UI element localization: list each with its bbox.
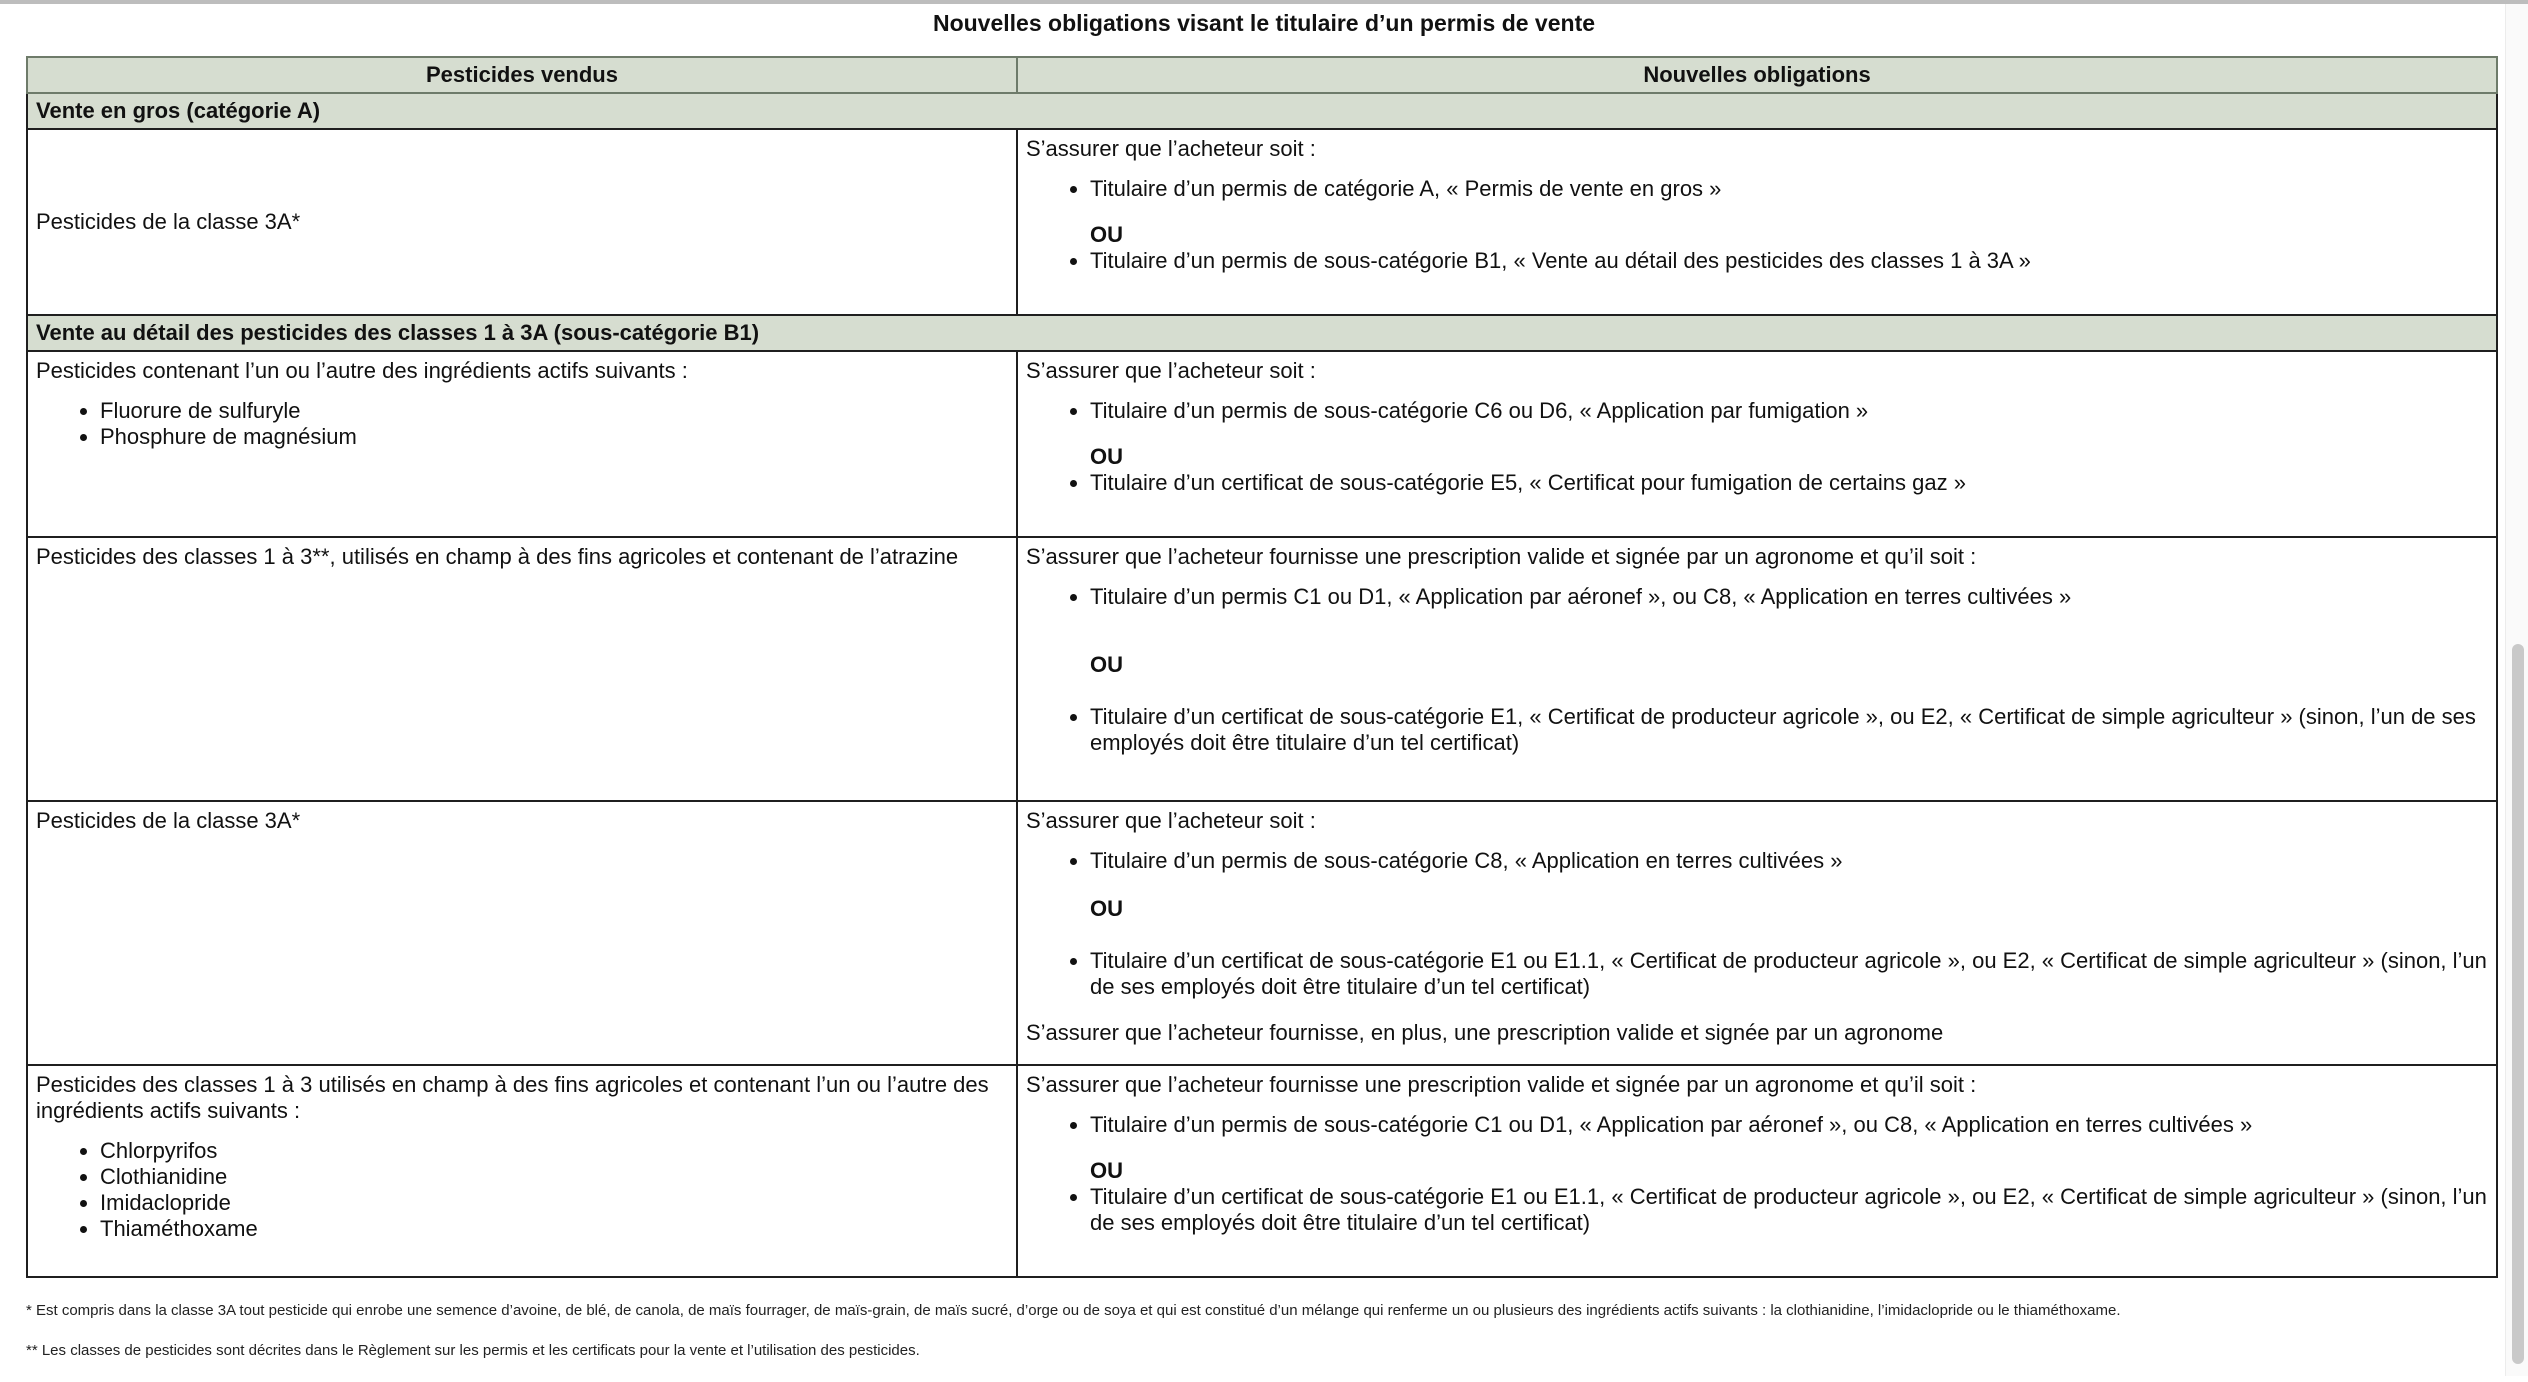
obligation-list [1026, 704, 2488, 756]
table-header-row [27, 57, 2497, 93]
ingredient-list [36, 398, 1008, 450]
list-item: • Titulaire d’un permis de sous-catégorie C6 ou D6, « Application par fumigation » [1090, 398, 2488, 424]
ingredient-list [36, 1138, 1008, 1242]
page-title: Nouvelles obligations visant le titulaire d’un permis de vente [932, 10, 1596, 36]
list-item: • Titulaire d’un permis de sous-catégorie B1, « Vente au détail des pesticides des classes 1 à 3A » [1090, 248, 2488, 274]
obligations-table [26, 56, 2498, 1278]
list-item: • Titulaire d’un certificat de sous-catégorie E1 ou E1.1, « Certificat de producteur agricole », ou E2, « Certificat de simple agriculteur » (sinon, l’un de ses employés doit être titulaire d’un tel certificat) [1090, 1184, 2488, 1236]
list-item: • Titulaire d’un certificat de sous-catégorie E1 ou E1.1, « Certificat de producteur agricole », ou E2, « Certificat de simple agriculteur » (sinon, l’un de ses employés doit être titulaire d’un tel certificat) [1090, 948, 2488, 1000]
pesticide-cell: Pesticides des classes 1 à 3**, utilisés en champ à des fins agricoles et contenant de l’atrazine [27, 537, 1017, 801]
pesticide-cell [27, 351, 1017, 537]
table-row [27, 129, 2497, 315]
section-row-vente-en-gros [27, 93, 2497, 129]
header-nouvelles-obligations: Nouvelles obligations [1017, 57, 2497, 93]
footnote: ** Les classes de pesticides sont décrites dans le Règlement sur les permis et les certificats pour la vente et l’utilisation des pesticides. [26, 1342, 920, 1359]
obligation-cell [1017, 1065, 2497, 1277]
list-item: • Titulaire d’un permis de catégorie A, « Permis de vente en gros » [1090, 176, 2488, 202]
obligation-list [1026, 176, 2488, 202]
table-row [27, 537, 2497, 801]
obligation-list [1026, 1112, 2488, 1138]
pesticide-cell [27, 1065, 1017, 1277]
list-item: • Titulaire d’un permis C1 ou D1, « Application par aéronef », ou C8, « Application en terres cultivées » [1090, 584, 2488, 610]
list-item: • Titulaire d’un certificat de sous-catégorie E5, « Certificat pour fumigation de certains gaz » [1090, 470, 2488, 496]
header-pesticides-vendus: Pesticides vendus [27, 57, 1017, 93]
section-title: Vente au détail des pesticides des classes 1 à 3A (sous-catégorie B1) [27, 315, 2497, 351]
pesticide-label: Pesticides contenant l’un ou l’autre des ingrédients actifs suivants : [36, 358, 688, 383]
section-title: Vente en gros (catégorie A) [27, 93, 2497, 129]
ou-label: OU [1090, 896, 1123, 921]
obligation-cell [1017, 801, 2497, 1065]
footnote: * Est compris dans la classe 3A tout pesticide qui enrobe une semence d’avoine, de blé, de canola, de maïs fourrager, de maïs-grain, de maïs sucré, d’orge ou de soya et qui est constitué d’un mélange qui renferme un ou plusieurs des ingrédients actifs suivants : la clothianidine, l’imidaclopride ou le thiaméthoxame. [26, 1302, 2121, 1319]
table-row [27, 801, 2497, 1065]
ou-label: OU [1090, 1158, 1123, 1183]
pesticide-cell: Pesticides de la classe 3A* [27, 129, 1017, 315]
list-item: • Fluorure de sulfuryle [100, 398, 1008, 424]
obligation-list [1026, 948, 2488, 1000]
obligation-cell [1017, 129, 2497, 315]
obligation-list [1026, 584, 2488, 610]
table-row [27, 351, 2497, 537]
obligations-table-container [26, 56, 2498, 1278]
obligation-intro: S’assurer que l’acheteur soit : [1026, 136, 1316, 161]
list-item: • Titulaire d’un permis de sous-catégorie C8, « Application en terres cultivées » [1090, 848, 2488, 874]
obligation-list [1026, 1184, 2488, 1236]
footnotes [26, 1302, 2498, 1382]
obligation-intro: S’assurer que l’acheteur soit : [1026, 808, 1316, 833]
ou-label: OU [1090, 652, 1123, 677]
table-row [27, 1065, 2497, 1277]
list-item: • Chlorpyrifos [100, 1138, 1008, 1164]
list-item: • Thiaméthoxame [100, 1216, 1008, 1242]
ou-label: OU [1090, 444, 1123, 469]
scrollbar-track[interactable] [2505, 4, 2528, 1376]
obligation-list [1026, 398, 2488, 424]
list-item: • Clothianidine [100, 1164, 1008, 1190]
list-item: • Titulaire d’un permis de sous-catégorie C1 ou D1, « Application par aéronef », ou C8, « Application en terres cultivées » [1090, 1112, 2488, 1138]
obligation-cell [1017, 537, 2497, 801]
obligation-note: S’assurer que l’acheteur fournisse, en plus, une prescription valide et signée par un agronome [1026, 1020, 1944, 1045]
obligation-list [1026, 848, 2488, 874]
obligation-intro: S’assurer que l’acheteur fournisse une prescription valide et signée par un agronome et qu’il soit : [1026, 544, 1977, 569]
list-item: • Imidaclopride [100, 1190, 1008, 1216]
obligation-list [1026, 470, 2488, 496]
section-row-vente-au-detail [27, 315, 2497, 351]
obligation-cell [1017, 351, 2497, 537]
list-item: • Titulaire d’un certificat de sous-catégorie E1, « Certificat de producteur agricole », ou E2, « Certificat de simple agriculteur » (sinon, l’un de ses employés doit être titulaire d’un tel certificat) [1090, 704, 2488, 756]
pesticide-label: Pesticides des classes 1 à 3 utilisés en champ à des fins agricoles et contenant l’un ou l’autre des ingrédients actifs suivants : [36, 1072, 989, 1123]
obligation-intro: S’assurer que l’acheteur soit : [1026, 358, 1316, 383]
scrollbar-thumb[interactable] [2512, 644, 2524, 1364]
pesticide-cell: Pesticides de la classe 3A* [27, 801, 1017, 1065]
obligation-list [1026, 248, 2488, 274]
list-item: • Phosphure de magnésium [100, 424, 1008, 450]
obligation-intro: S’assurer que l’acheteur fournisse une prescription valide et signée par un agronome et qu’il soit : [1026, 1072, 1977, 1097]
ou-label: OU [1090, 222, 1123, 247]
